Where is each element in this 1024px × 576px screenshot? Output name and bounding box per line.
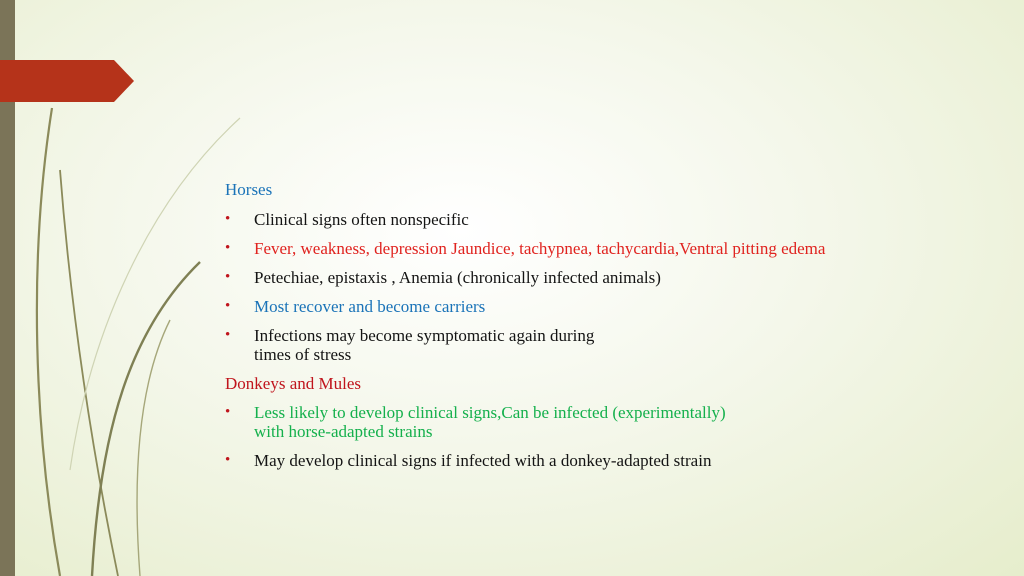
list-item	[225, 268, 985, 287]
bullet-icon: •	[225, 269, 231, 285]
list-item	[225, 326, 985, 364]
list-item-text: Most recover and become carriers	[254, 297, 486, 316]
list-item-text: Petechiae, epistaxis , Anemia (chronically infected animals)	[254, 268, 661, 287]
list-item	[225, 451, 985, 470]
bullet-icon: •	[225, 240, 231, 256]
list-item	[225, 239, 985, 258]
list-item-text: Fever, weakness, depression Jaundice, tachypnea, tachycardia,Ventral pitting edema	[254, 239, 826, 258]
list-item-text-line2: with horse-adapted strains	[254, 422, 433, 441]
horses-heading: Horses	[225, 180, 273, 199]
bullet-icon: •	[225, 327, 231, 343]
donkeys-heading: Donkeys and Mules	[225, 374, 361, 393]
list-item-text-line1: Less likely to develop clinical signs,Can be infected (experimentally)	[254, 403, 726, 422]
list-item	[225, 297, 985, 316]
horses-list	[225, 210, 985, 364]
bullet-icon: •	[225, 452, 231, 468]
list-item	[225, 403, 985, 441]
slide-content	[225, 180, 985, 480]
list-item	[225, 210, 985, 229]
bullet-icon: •	[225, 211, 231, 227]
list-item-text-line1: Infections may become symptomatic again during	[254, 326, 595, 345]
list-item-text: Clinical signs often nonspecific	[254, 210, 469, 229]
bullet-icon: •	[225, 298, 231, 314]
bullet-icon: •	[225, 404, 231, 420]
list-item-text-line2: times of stress	[254, 345, 352, 364]
donkeys-list	[225, 403, 985, 470]
list-item-text: May develop clinical signs if infected with a donkey-adapted strain	[254, 451, 712, 470]
decorative-grass-stems	[0, 0, 260, 576]
